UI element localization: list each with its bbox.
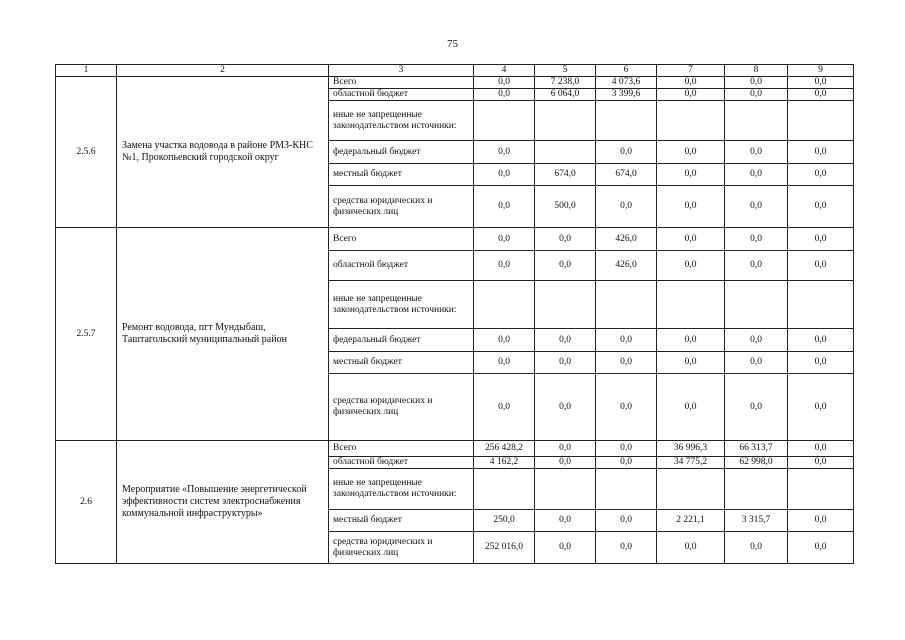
funding-source: местный бюджет <box>329 164 474 186</box>
value-cell: 0,0 <box>535 352 596 374</box>
value-cell: 0,0 <box>474 141 535 164</box>
value-cell: 0,0 <box>657 374 725 441</box>
value-cell: 7 238,0 <box>535 77 596 89</box>
value-cell: 0,0 <box>725 89 788 101</box>
value-cell: 0,0 <box>535 510 596 532</box>
value-cell: 3 315,7 <box>725 510 788 532</box>
funding-source: федеральный бюджет <box>329 141 474 164</box>
funding-source: иные не запрещенные законодательством источники: <box>329 281 474 329</box>
value-cell: 674,0 <box>535 164 596 186</box>
value-cell: 66 313,7 <box>725 441 788 457</box>
header-cell: 3 <box>329 65 474 77</box>
value-cell: 0,0 <box>474 228 535 251</box>
item-name: Ремонт водовода, пгт Мундыбаш, Таштагольский муниципальный район <box>117 228 329 441</box>
value-cell <box>657 469 725 510</box>
value-cell: 0,0 <box>657 532 725 564</box>
value-cell: 0,0 <box>788 89 854 101</box>
value-cell: 256 428,2 <box>474 441 535 457</box>
funding-source: Всего <box>329 77 474 89</box>
value-cell: 0,0 <box>725 352 788 374</box>
value-cell: 0,0 <box>474 164 535 186</box>
value-cell: 0,0 <box>788 441 854 457</box>
header-cell: 2 <box>117 65 329 77</box>
value-cell: 62 998,0 <box>725 457 788 469</box>
value-cell: 426,0 <box>596 251 657 281</box>
value-cell: 0,0 <box>657 141 725 164</box>
value-cell: 0,0 <box>725 141 788 164</box>
value-cell: 0,0 <box>725 186 788 228</box>
value-cell: 0,0 <box>596 329 657 352</box>
value-cell: 0,0 <box>596 186 657 228</box>
value-cell: 0,0 <box>788 77 854 89</box>
value-cell: 0,0 <box>535 251 596 281</box>
value-cell <box>535 469 596 510</box>
value-cell: 0,0 <box>788 164 854 186</box>
header-cell: 8 <box>725 65 788 77</box>
value-cell: 500,0 <box>535 186 596 228</box>
value-cell <box>535 101 596 141</box>
header-cell: 4 <box>474 65 535 77</box>
header-cell: 9 <box>788 65 854 77</box>
value-cell: 0,0 <box>788 510 854 532</box>
value-cell: 0,0 <box>725 164 788 186</box>
value-cell <box>725 469 788 510</box>
item-code: 2.6 <box>56 441 117 564</box>
header-cell: 5 <box>535 65 596 77</box>
value-cell <box>657 101 725 141</box>
value-cell: 0,0 <box>474 374 535 441</box>
value-cell <box>474 469 535 510</box>
table-row <box>56 228 854 251</box>
value-cell: 0,0 <box>535 329 596 352</box>
value-cell: 0,0 <box>474 186 535 228</box>
value-cell: 0,0 <box>788 228 854 251</box>
value-cell: 0,0 <box>657 164 725 186</box>
budget-table <box>55 64 854 564</box>
value-cell: 0,0 <box>725 251 788 281</box>
value-cell <box>596 281 657 329</box>
value-cell: 0,0 <box>535 457 596 469</box>
funding-source: средства юридических и физических лиц <box>329 532 474 564</box>
page-number: 75 <box>447 38 458 50</box>
value-cell: 0,0 <box>788 251 854 281</box>
funding-source: местный бюджет <box>329 352 474 374</box>
table-row <box>56 441 854 457</box>
value-cell: 36 996,3 <box>657 441 725 457</box>
value-cell: 0,0 <box>725 374 788 441</box>
header-row <box>56 65 854 77</box>
value-cell: 0,0 <box>474 77 535 89</box>
value-cell <box>657 281 725 329</box>
value-cell: 0,0 <box>788 457 854 469</box>
value-cell: 426,0 <box>596 228 657 251</box>
value-cell: 0,0 <box>788 532 854 564</box>
value-cell: 0,0 <box>535 532 596 564</box>
funding-source: областной бюджет <box>329 89 474 101</box>
funding-source: областной бюджет <box>329 251 474 281</box>
value-cell: 0,0 <box>725 329 788 352</box>
header-cell: 6 <box>596 65 657 77</box>
value-cell: 0,0 <box>725 77 788 89</box>
header-cell: 7 <box>657 65 725 77</box>
value-cell <box>474 101 535 141</box>
value-cell: 0,0 <box>657 251 725 281</box>
table-row <box>56 77 854 89</box>
value-cell <box>474 281 535 329</box>
value-cell: 0,0 <box>596 441 657 457</box>
value-cell: 0,0 <box>474 251 535 281</box>
value-cell: 0,0 <box>596 457 657 469</box>
value-cell: 0,0 <box>535 441 596 457</box>
value-cell: 0,0 <box>657 329 725 352</box>
funding-source: местный бюджет <box>329 510 474 532</box>
value-cell: 4 162,2 <box>474 457 535 469</box>
value-cell: 0,0 <box>596 510 657 532</box>
value-cell: 0,0 <box>657 228 725 251</box>
value-cell <box>596 469 657 510</box>
funding-source: средства юридических и физических лиц <box>329 186 474 228</box>
value-cell: 3 399,6 <box>596 89 657 101</box>
value-cell <box>788 281 854 329</box>
value-cell: 0,0 <box>474 329 535 352</box>
value-cell: 0,0 <box>535 374 596 441</box>
value-cell <box>788 469 854 510</box>
funding-source: Всего <box>329 228 474 251</box>
value-cell: 0,0 <box>596 374 657 441</box>
item-name: Замена участка водовода в районе РМЗ-КНС №1, Прокопьевский городской округ <box>117 77 329 228</box>
value-cell <box>788 101 854 141</box>
item-code: 2.5.7 <box>56 228 117 441</box>
value-cell <box>725 281 788 329</box>
value-cell: 0,0 <box>788 186 854 228</box>
value-cell: 0,0 <box>788 141 854 164</box>
item-code: 2.5.6 <box>56 77 117 228</box>
value-cell <box>535 141 596 164</box>
value-cell: 0,0 <box>788 352 854 374</box>
value-cell: 4 073,6 <box>596 77 657 89</box>
value-cell: 0,0 <box>657 186 725 228</box>
funding-source: областной бюджет <box>329 457 474 469</box>
value-cell: 0,0 <box>657 77 725 89</box>
value-cell: 0,0 <box>725 532 788 564</box>
value-cell: 252 016,0 <box>474 532 535 564</box>
value-cell: 0,0 <box>596 532 657 564</box>
value-cell: 0,0 <box>474 89 535 101</box>
value-cell: 0,0 <box>657 89 725 101</box>
header-cell: 1 <box>56 65 117 77</box>
funding-source: иные не запрещенные законодательством источники: <box>329 469 474 510</box>
value-cell: 0,0 <box>788 329 854 352</box>
item-name: Мероприятие «Повышение энергетической эффективности систем электроснабжения коммунальной инфраструктуры» <box>117 441 329 564</box>
funding-source: средства юридических и физических лиц <box>329 374 474 441</box>
value-cell <box>596 101 657 141</box>
funding-source: иные не запрещенные законодательством источники: <box>329 101 474 141</box>
value-cell: 674,0 <box>596 164 657 186</box>
value-cell: 0,0 <box>596 141 657 164</box>
value-cell: 0,0 <box>788 374 854 441</box>
value-cell: 34 775,2 <box>657 457 725 469</box>
value-cell: 6 064,0 <box>535 89 596 101</box>
value-cell: 0,0 <box>474 352 535 374</box>
value-cell: 0,0 <box>725 228 788 251</box>
value-cell: 0,0 <box>535 228 596 251</box>
value-cell: 250,0 <box>474 510 535 532</box>
value-cell: 0,0 <box>596 352 657 374</box>
funding-source: Всего <box>329 441 474 457</box>
funding-source: федеральный бюджет <box>329 329 474 352</box>
value-cell <box>535 281 596 329</box>
value-cell <box>725 101 788 141</box>
value-cell: 0,0 <box>657 352 725 374</box>
value-cell: 2 221,1 <box>657 510 725 532</box>
